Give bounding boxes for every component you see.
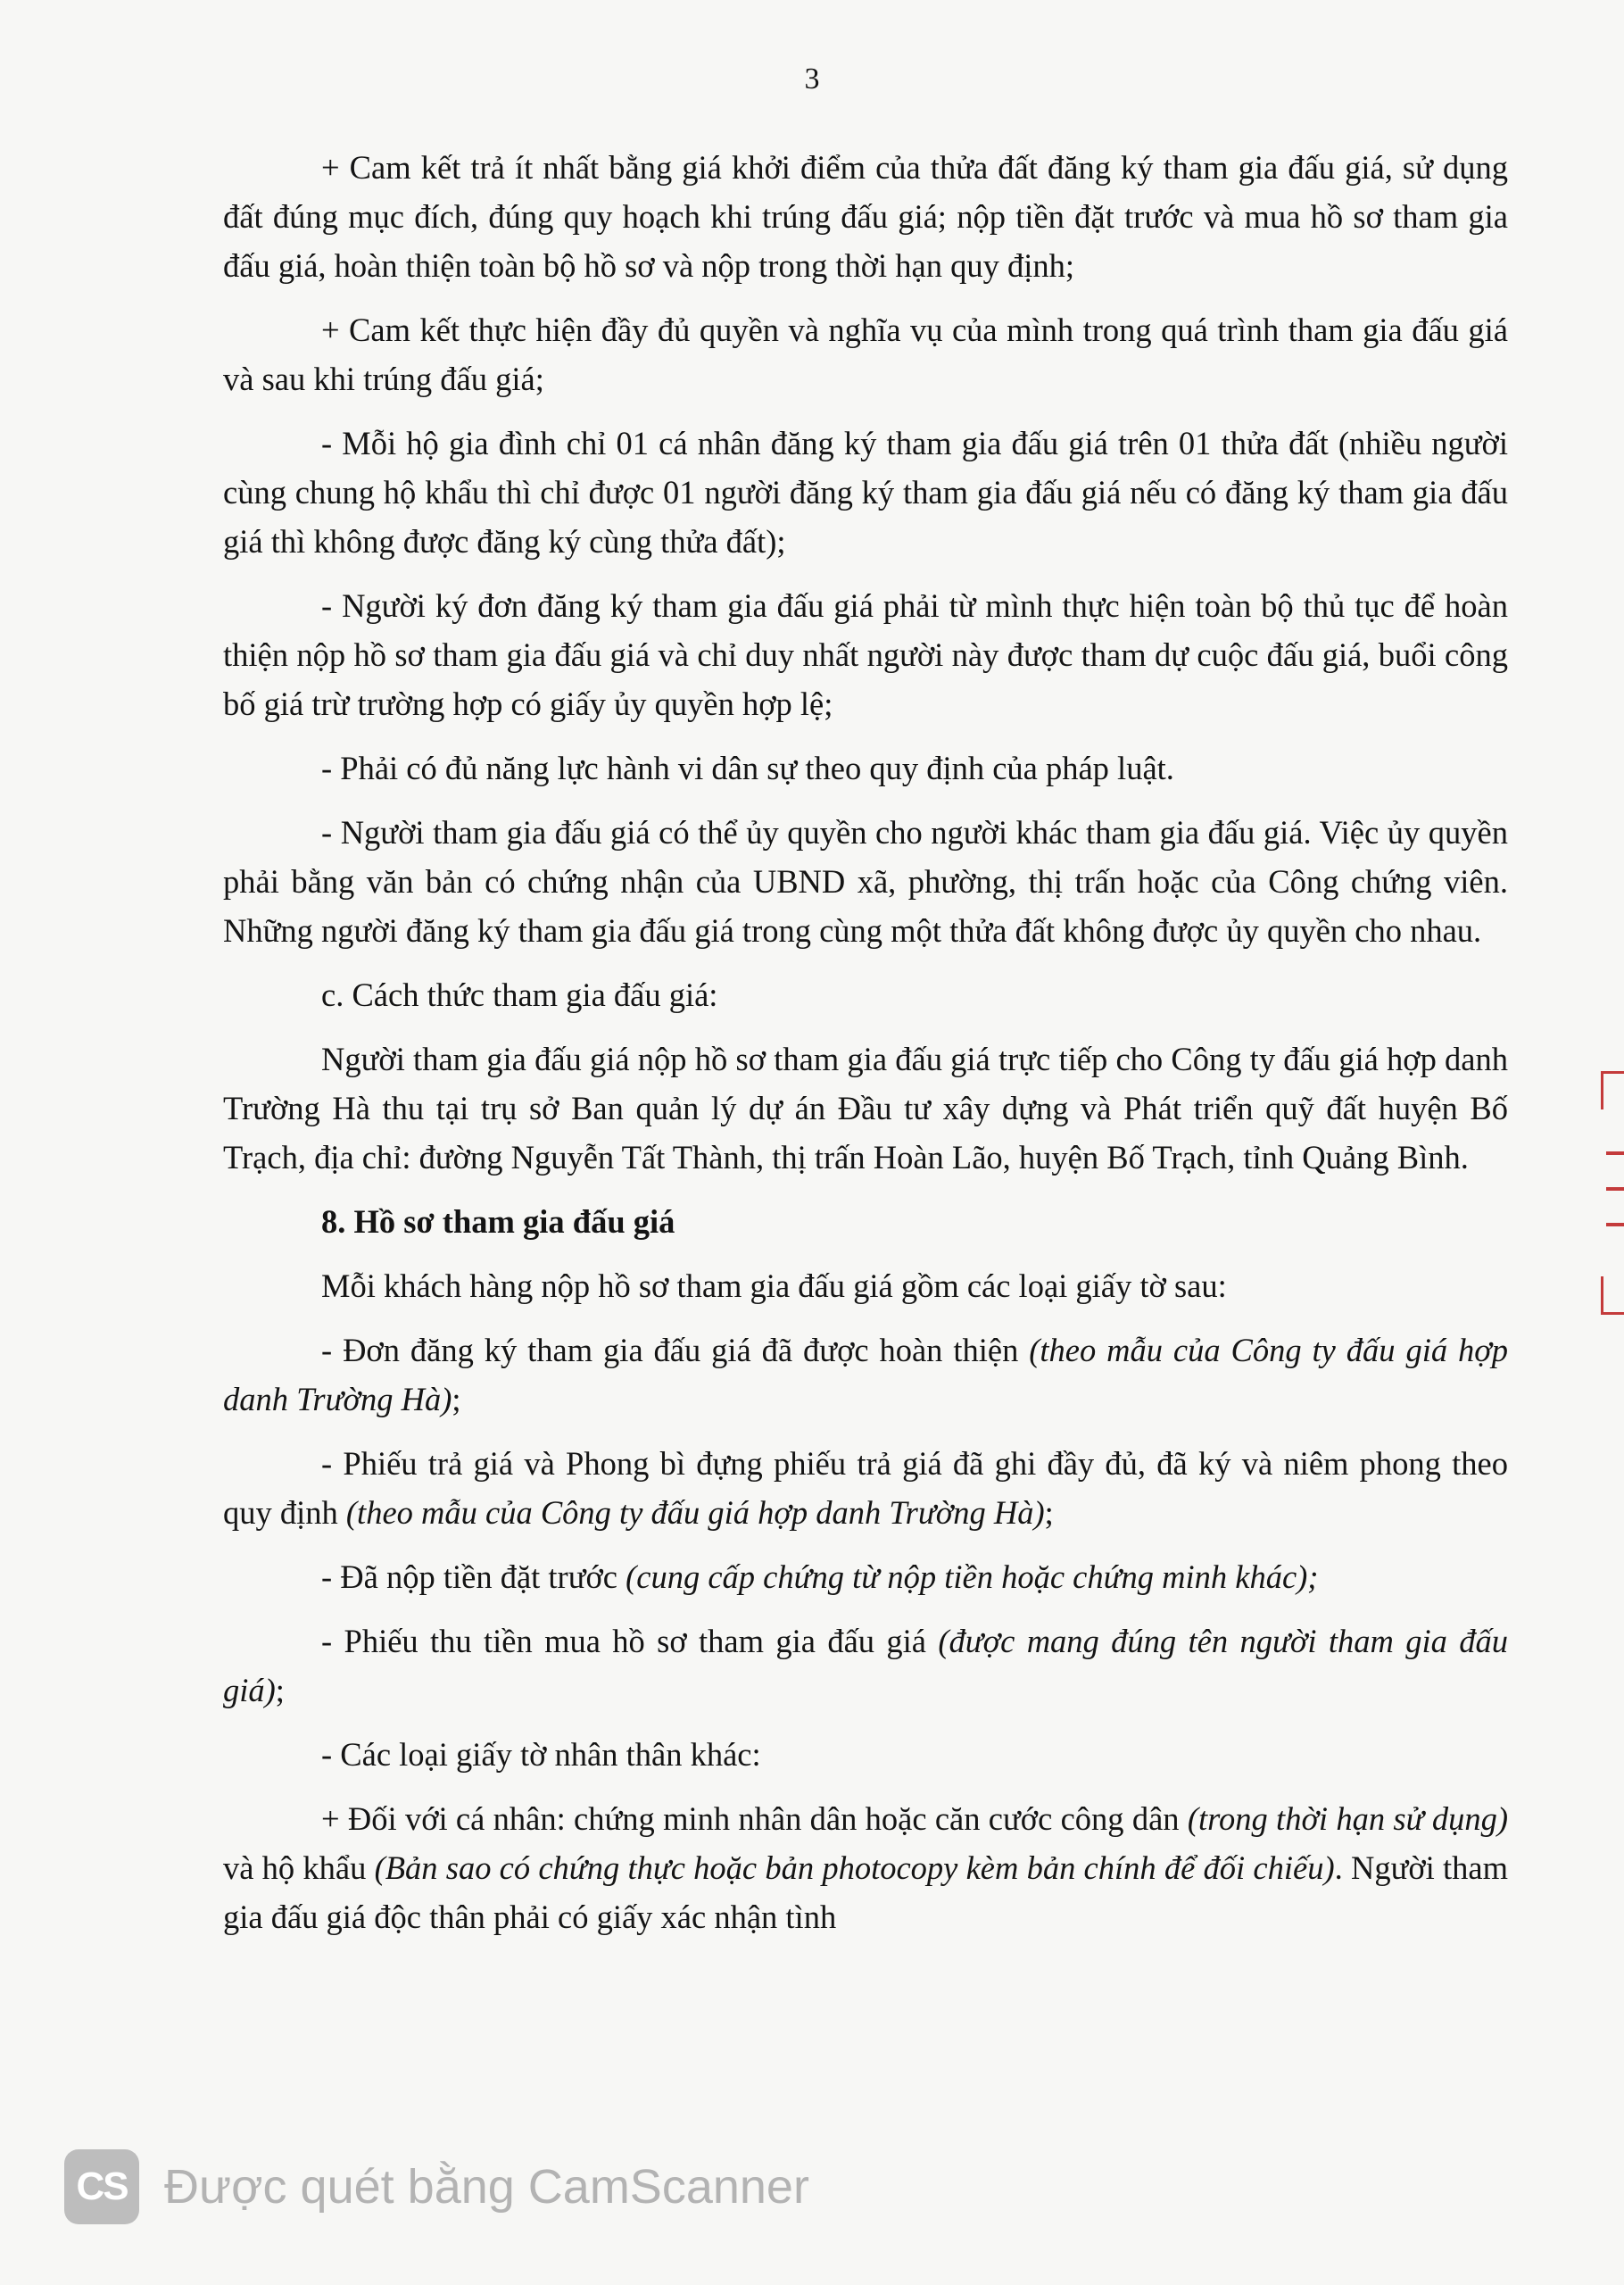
paragraph-text: - Đơn đăng ký tham gia đấu giá đã được hoàn thiện bbox=[321, 1332, 1030, 1368]
stamp-mark-icon bbox=[1606, 1223, 1624, 1226]
paragraph-italic-note: (Bản sao có chứng thực hoặc bản photocopy kèm bản chính để đối chiếu) bbox=[374, 1849, 1335, 1886]
paragraph-dossier-intro: Mỗi khách hàng nộp hồ sơ tham gia đấu giá gồm các loại giấy tờ sau: bbox=[321, 1267, 1227, 1304]
camscanner-watermark bbox=[64, 2149, 809, 2224]
paragraph-individual-docs bbox=[223, 1794, 1508, 1941]
paragraph-bid-sheet bbox=[223, 1439, 1508, 1537]
paragraph-tail: ; bbox=[1044, 1494, 1054, 1531]
section-heading-dossier: 8. Hồ sơ tham gia đấu giá bbox=[321, 1203, 675, 1240]
paragraph-civil-capacity: - Phải có đủ năng lực hành vi dân sự theo quy định của pháp luật. bbox=[321, 750, 1174, 786]
stamp-mark-icon bbox=[1606, 1187, 1624, 1191]
stamp-bracket-icon bbox=[1601, 1276, 1624, 1315]
paragraph-tail: ; bbox=[275, 1672, 285, 1708]
paragraph-registration-form bbox=[223, 1325, 1508, 1424]
paragraph-deposit bbox=[223, 1552, 1508, 1601]
paragraph-italic-note: (theo mẫu của Công ty đấu giá hợp danh Trường Hà) bbox=[345, 1494, 1045, 1531]
document-body bbox=[223, 143, 1508, 1957]
paragraph-tail: ; bbox=[452, 1381, 461, 1417]
paragraph-italic-note: (theo mẫu của Công ty đấu giá hợp danh Trường Hà) bbox=[223, 1332, 1508, 1417]
paragraph-commitment-price: + Cam kết trả ít nhất bằng giá khởi điểm của thửa đất đăng ký tham gia đấu giá, sử dụng đất đúng mục đích, đúng quy hoạch khi trúng đấu giá; nộp tiền đặt trước và mua hồ sơ tham gia đấu giá, hoàn thiện toàn bộ hồ sơ và nộp trong thời hạn quy định; bbox=[223, 149, 1508, 284]
stamp-bracket-icon bbox=[1601, 1071, 1624, 1109]
watermark-text: Được quét bằng CamScanner bbox=[164, 2160, 809, 2214]
paragraph-text: và hộ khẩu bbox=[223, 1849, 375, 1886]
paragraph-text: - Đã nộp tiền đặt trước bbox=[321, 1558, 626, 1595]
paragraph-commitment-rights: + Cam kết thực hiện đầy đủ quyền và nghĩa vụ của mình trong quá trình tham gia đấu giá và sau khi trúng đấu giá; bbox=[223, 312, 1508, 397]
edge-stamp-fragment bbox=[1595, 1053, 1624, 1330]
paragraph-italic-note: (được mang đúng tên người tham gia đấu giá) bbox=[223, 1623, 1508, 1708]
paragraph-authorization: - Người tham gia đấu giá có thể ủy quyền cho người khác tham gia đấu giá. Việc ủy quyền phải bằng văn bản có chứng nhận của UBND xã, phường, thị trấn hoặc của Công chứng viên. Những người đăng ký tham gia đấu giá trong cùng một thửa đất không được ủy quyền cho nhau. bbox=[223, 814, 1508, 949]
paragraph-text: + Đối với cá nhân: chứng minh nhân dân hoặc căn cước công dân bbox=[321, 1800, 1188, 1837]
paragraph-text: - Phiếu trả giá và Phong bì đựng phiếu trả giá đã ghi đầy đủ, đã ký và niêm phong theo quy định bbox=[223, 1445, 1508, 1531]
paragraph-text: . Người tham gia đấu giá độc thân phải có giấy xác nhận tình bbox=[223, 1849, 1509, 1935]
paragraph-italic-note: (trong thời hạn sử dụng) bbox=[1187, 1800, 1508, 1837]
page-number: 3 bbox=[804, 62, 820, 96]
paragraph-identity-docs: - Các loại giấy tờ nhân thân khác: bbox=[321, 1736, 761, 1773]
stamp-mark-icon bbox=[1606, 1151, 1624, 1155]
paragraph-household-rule: - Mỗi hộ gia đình chỉ 01 cá nhân đăng ký tham gia đấu giá trên 01 thửa đất (nhiều người cùng chung hộ khẩu thì chỉ được 01 người đăng ký tham gia đấu giá nếu có đăng ký tham gia đấu giá thì không được đăng ký cùng thửa đất); bbox=[223, 425, 1508, 560]
paragraph-receipt bbox=[223, 1616, 1508, 1715]
camscanner-logo-icon: CS bbox=[64, 2149, 139, 2224]
paragraph-italic-note: (cung cấp chứng từ nộp tiền hoặc chứng minh khác); bbox=[626, 1558, 1319, 1595]
paragraph-text: - Phiếu thu tiền mua hồ sơ tham gia đấu giá bbox=[321, 1623, 939, 1659]
paragraph-participation-method-label: c. Cách thức tham gia đấu giá: bbox=[321, 976, 718, 1013]
paragraph-participation-method: Người tham gia đấu giá nộp hồ sơ tham gia đấu giá trực tiếp cho Công ty đấu giá hợp danh Trường Hà thu tại trụ sở Ban quản lý dự án Đầu tư xây dựng và Phát triển quỹ đất huyện Bố Trạch, địa chỉ: đường Nguyễn Tất Thành, thị trấn Hoàn Lão, huyện Bố Trạch, tỉnh Quảng Bình. bbox=[223, 1041, 1508, 1176]
paragraph-signer-rule: - Người ký đơn đăng ký tham gia đấu giá phải từ mình thực hiện toàn bộ thủ tục để hoàn thiện nộp hồ sơ tham gia đấu giá và chỉ duy nhất người này được tham dự cuộc đấu giá, buổi công bố giá trừ trường hợp có giấy ủy quyền hợp lệ; bbox=[223, 587, 1508, 722]
